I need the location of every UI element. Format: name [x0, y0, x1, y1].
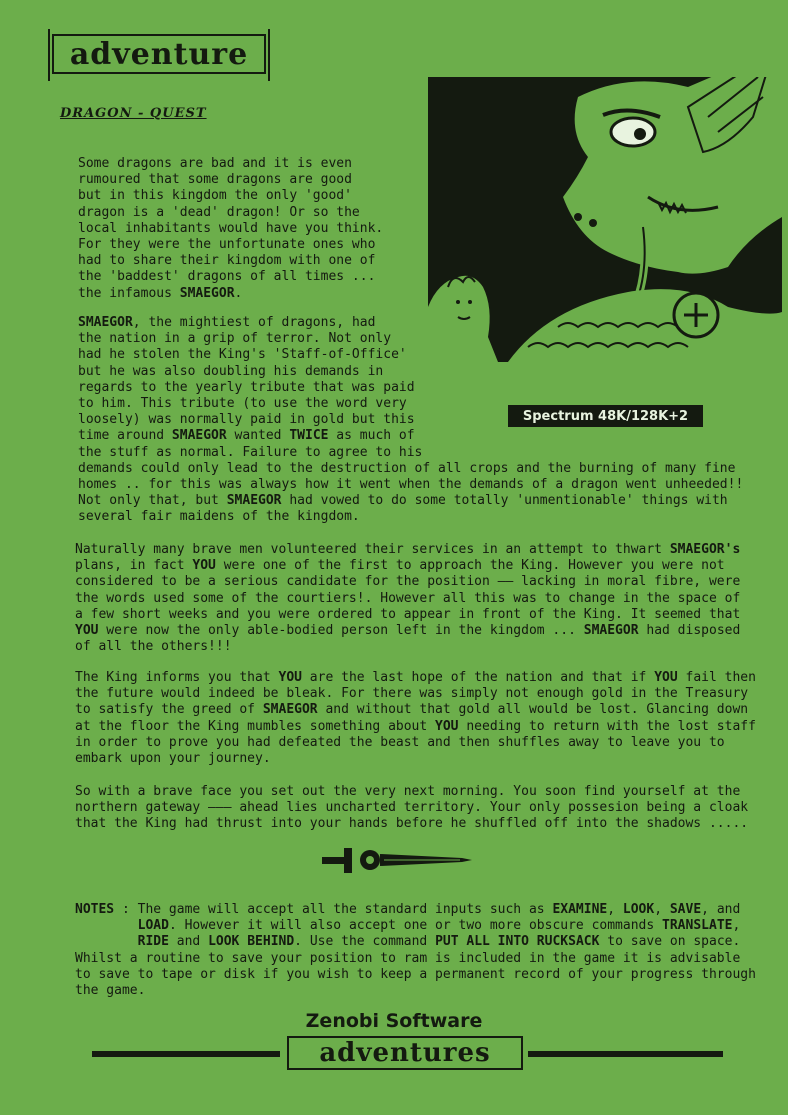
notes-section: NOTES : The game will accept all the standard inputs such as EXAMINE, LOOK, SAVE, and LOAD. However it will also accept one or two more obscure commands TRANSLATE, RIDE and LOOK BEHIND. Use the command PUT ALL INTO RUCKSACK to save on space. Whilst a routine to save your position to ram is included in the game it is advisable to save to tape or disk if you wish to keep a permanent record of your progress through the game.	[75, 902, 756, 999]
divider	[92, 1051, 280, 1057]
story-paragraph: SMAEGOR, the mightiest of dragons, had the nation in a grip of terror. Not only had he stolen the King's 'Staff-of-Office' but he was also doubling his demands in regards to the yearly tribute that was paid to him. This tribute (to use the word very loosely) was normally paid in gold but this time around SMAEGOR wanted TWICE as much of the stuff as normal. Failure to agree to his demands could only lead to the destruction of all crops and the burning of many fine homes .. for this was always how it went when the demands of a dragon went unheeded!! Not only that, but SMAEGOR had vowed to do some totally 'unmentionable' things with several fair maidens of the kingdom.	[78, 315, 744, 525]
divider	[528, 1051, 723, 1057]
story-paragraph: So with a brave face you set out the very next morning. You soon find yourself at the northern gateway ——— ahead lies uncharted territory. Your only possesion being a cloak that the King had thrust into your hands before he shuffled off into the shadows .....	[75, 784, 749, 832]
game-title: DRAGON - QUEST	[60, 106, 207, 121]
adventure-logo: adventure	[52, 34, 266, 74]
adventures-logo: adventures	[287, 1036, 523, 1070]
story-paragraph: Naturally many brave men volunteered their services in an attempt to thwart SMAEGOR's plans, in fact YOU were one of the first to approach the King. However you were not considered to be a serious candidate for the position —— lacking in moral fibre, were the words used some of the courtiers!. However all this was to change in the space of a few short weeks and you were ordered to appear in front of the King. It seemed that YOU were now the only able-bodied person left in the kingdom ... SMAEGOR had disposed of all the others!!!	[75, 542, 741, 655]
story-paragraph: Some dragons are bad and it is even rumoured that some dragons are good but in this kingdom the only 'good' dragon is a 'dead' dragon! Or so the local inhabitants would have you think. For they were the unfortunate ones who had to share their kingdom with one of the 'baddest' dragons of all times ... the infamous SMAEGOR.	[78, 156, 384, 301]
sword-icon	[322, 842, 472, 878]
platform-badge: Spectrum 48K/128K+2	[508, 405, 703, 427]
story-paragraph: The King informs you that YOU are the last hope of the nation and that if YOU fail then the future would indeed be bleak. For there was simply not enough gold in the Treasury to satisfy the greed of SMAEGOR and without that gold all would be lost. Glancing down at the floor the King mumbles something about YOU needing to return with the lost staff in order to prove you had defeated the beast and then shuffles away to leave you to embark upon your journey.	[75, 670, 756, 767]
company-name: Zenobi Software	[305, 1010, 483, 1032]
